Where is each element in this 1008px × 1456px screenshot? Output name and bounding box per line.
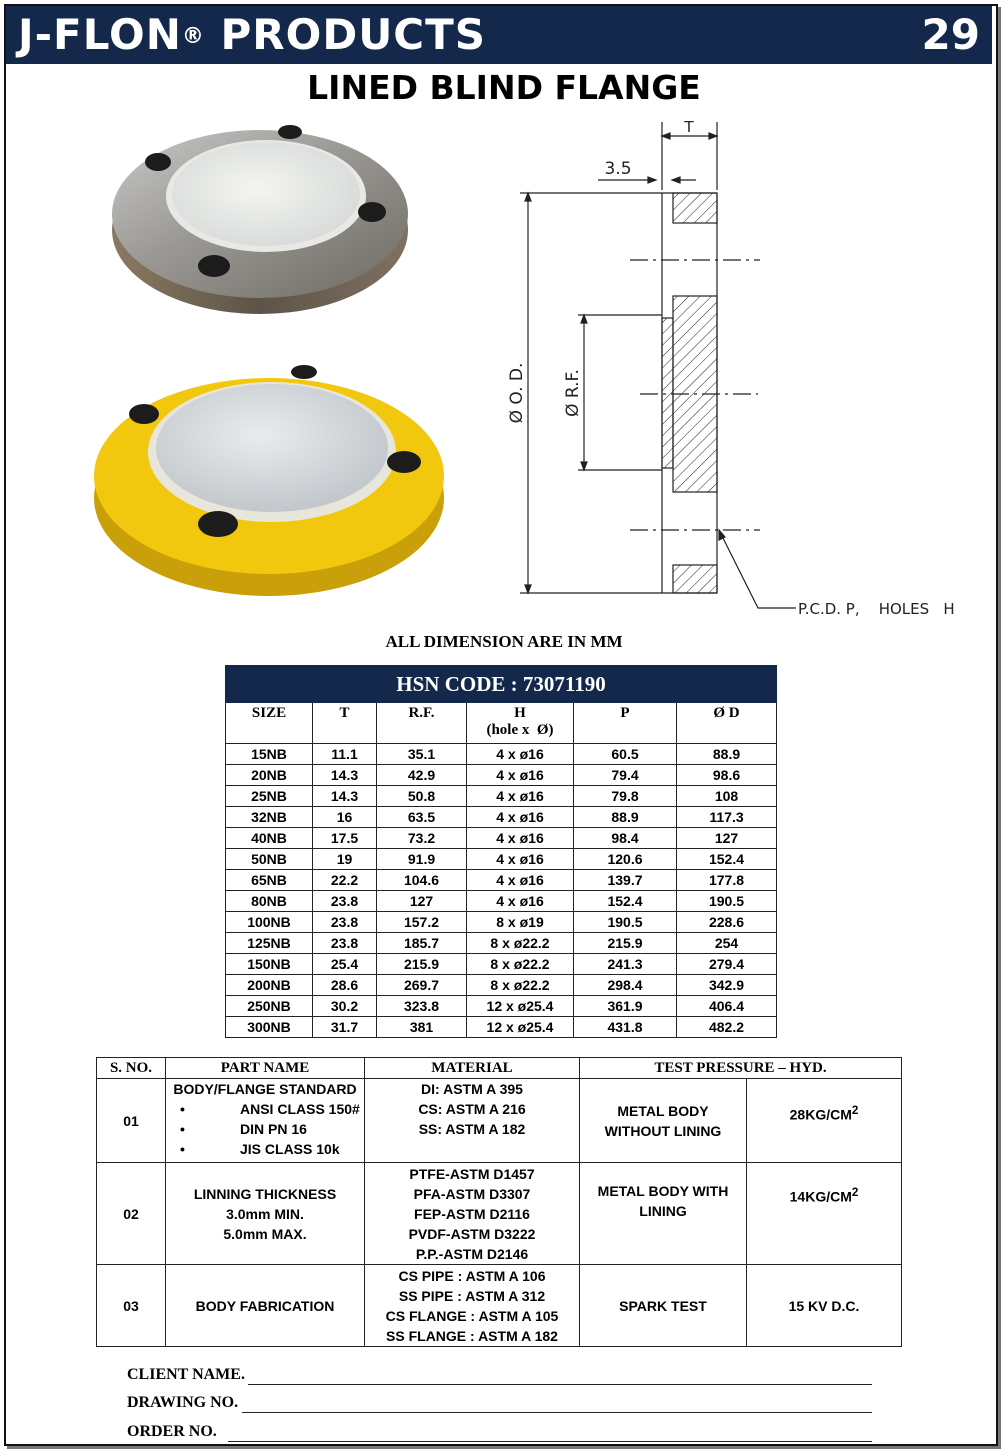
cell-od: 117.3 xyxy=(677,807,777,828)
page-number: 29 xyxy=(921,10,980,59)
col-material-header: MATERIAL xyxy=(365,1058,580,1079)
cell-rf: 73.2 xyxy=(377,828,467,849)
cell-od: 279.4 xyxy=(677,954,777,975)
drawing-rf-label: Ø R.F. xyxy=(563,369,583,417)
cell-size: 65NB xyxy=(226,870,313,891)
cell-rf: 104.6 xyxy=(377,870,467,891)
cell-p: 431.8 xyxy=(574,1017,677,1038)
cell-rf: 91.9 xyxy=(377,849,467,870)
cell-size: 20NB xyxy=(226,765,313,786)
test-value-sup: 2 xyxy=(851,1186,859,1199)
cell-h: 12 x ø25.4 xyxy=(467,996,574,1017)
cell-size: 50NB xyxy=(226,849,313,870)
cell-od: 127 xyxy=(677,828,777,849)
cell-t: 28.6 xyxy=(313,975,377,996)
brand-suffix: PRODUCTS xyxy=(220,10,487,59)
table-row xyxy=(226,975,777,996)
client-name-field[interactable] xyxy=(248,1384,872,1385)
row3-part: BODY FABRICATION xyxy=(166,1265,365,1347)
col-part-header: PART NAME xyxy=(166,1058,365,1079)
cell-h: 8 x ø22.2 xyxy=(467,933,574,954)
cell-t: 23.8 xyxy=(313,891,377,912)
material-item: PVDF-ASTM D3222 xyxy=(408,1225,536,1242)
cell-size: 40NB xyxy=(226,828,313,849)
cell-rf: 215.9 xyxy=(377,954,467,975)
cell-h: 4 x ø16 xyxy=(467,891,574,912)
col-size-header: SIZE xyxy=(226,703,313,744)
cell-od: 88.9 xyxy=(677,744,777,765)
page-header xyxy=(6,6,992,64)
brand-name: J-FLON xyxy=(18,10,182,59)
material-item: SS: ASTM A 182 xyxy=(418,1121,526,1137)
cell-p: 215.9 xyxy=(574,933,677,954)
cell-p: 79.8 xyxy=(574,786,677,807)
cell-rf: 35.1 xyxy=(377,744,467,765)
row3-material xyxy=(365,1265,580,1347)
cell-h: 4 x ø16 xyxy=(467,765,574,786)
cell-size: 15NB xyxy=(226,744,313,765)
table-row xyxy=(226,912,777,933)
table-row xyxy=(226,849,777,870)
standard-item: • DIN PN 16 xyxy=(180,1119,364,1139)
cell-rf: 185.7 xyxy=(377,933,467,954)
cell-t: 14.3 xyxy=(313,765,377,786)
test-name-line: LINING xyxy=(639,1203,687,1219)
table-row xyxy=(226,933,777,954)
section-drawing xyxy=(490,110,1000,620)
cell-h: 8 x ø19 xyxy=(467,912,574,933)
cell-rf: 50.8 xyxy=(377,786,467,807)
part-line: 5.0mm MAX. xyxy=(223,1225,307,1242)
test-value: 28KG/CM xyxy=(789,1106,852,1123)
table-row xyxy=(226,996,777,1017)
cell-od: 228.6 xyxy=(677,912,777,933)
material-item: CS: ASTM A 216 xyxy=(418,1101,526,1117)
cell-h: 4 x ø16 xyxy=(467,744,574,765)
col-h-header xyxy=(467,703,574,744)
cell-p: 152.4 xyxy=(574,891,677,912)
cell-p: 88.9 xyxy=(574,807,677,828)
cell-h: 4 x ø16 xyxy=(467,849,574,870)
table-row xyxy=(226,1017,777,1038)
parts-header-row xyxy=(97,1058,902,1079)
parts-row-02 xyxy=(97,1163,902,1265)
cell-od: 98.6 xyxy=(677,765,777,786)
table-row xyxy=(226,807,777,828)
material-item: P.P.-ASTM D2146 xyxy=(415,1245,529,1262)
col-p-header: P xyxy=(574,703,677,744)
dimension-table xyxy=(225,665,777,1038)
col-rf-header: R.F. xyxy=(377,703,467,744)
cell-p: 60.5 xyxy=(574,744,677,765)
col-sno-header: S. NO. xyxy=(97,1058,166,1079)
table-row xyxy=(226,786,777,807)
order-no-label: ORDER NO. xyxy=(127,1423,217,1440)
cell-t: 31.7 xyxy=(313,1017,377,1038)
cell-size: 32NB xyxy=(226,807,313,828)
hsn-code: HSN CODE : 73071190 xyxy=(226,666,777,703)
standard-item: • ANSI CLASS 150# xyxy=(180,1099,364,1119)
cell-t: 30.2 xyxy=(313,996,377,1017)
row2-part xyxy=(166,1163,365,1265)
client-name-label: CLIENT NAME. xyxy=(127,1366,245,1383)
parts-table xyxy=(96,1057,902,1347)
cell-rf: 63.5 xyxy=(377,807,467,828)
material-item: SS FLANGE : ASTM A 182 xyxy=(386,1327,558,1344)
row2-test-name xyxy=(580,1163,747,1265)
table-row xyxy=(226,765,777,786)
cell-od: 406.4 xyxy=(677,996,777,1017)
row1-standards-list xyxy=(166,1099,364,1159)
order-no-field[interactable] xyxy=(228,1441,872,1442)
cell-rf: 323.8 xyxy=(377,996,467,1017)
col-h-subtitle: (hole x Ø) xyxy=(486,722,554,738)
row3-test-value: 15 KV D.C. xyxy=(747,1265,902,1347)
cell-p: 298.4 xyxy=(574,975,677,996)
cell-od: 190.5 xyxy=(677,891,777,912)
part-line: 3.0mm MIN. xyxy=(226,1205,304,1222)
row2-test-value xyxy=(747,1163,902,1265)
table-row xyxy=(226,954,777,975)
cell-t: 22.2 xyxy=(313,870,377,891)
dimension-table-body xyxy=(226,744,777,1038)
col-h-title: H xyxy=(514,705,526,721)
row1-sno: 01 xyxy=(97,1079,166,1163)
hsn-row xyxy=(226,666,777,703)
material-item: CS PIPE : ASTM A 106 xyxy=(398,1267,546,1284)
cell-size: 250NB xyxy=(226,996,313,1017)
cell-p: 361.9 xyxy=(574,996,677,1017)
row1-material xyxy=(365,1079,580,1163)
parts-row-01 xyxy=(97,1079,902,1163)
cell-p: 190.5 xyxy=(574,912,677,933)
row1-test-name xyxy=(580,1079,747,1163)
row2-sno: 02 xyxy=(97,1163,166,1265)
test-name-line: METAL BODY WITH xyxy=(597,1183,729,1199)
table-row xyxy=(226,891,777,912)
cell-t: 23.8 xyxy=(313,912,377,933)
dimension-note: ALL DIMENSION ARE IN MM xyxy=(385,632,623,651)
cell-t: 17.5 xyxy=(313,828,377,849)
cell-p: 139.7 xyxy=(574,870,677,891)
brand-title xyxy=(18,10,486,60)
drawing-gap-label: 3.5 xyxy=(604,159,632,179)
cell-t: 25.4 xyxy=(313,954,377,975)
material-item: FEP-ASTM D2116 xyxy=(414,1205,530,1222)
material-item: DI: ASTM A 395 xyxy=(421,1081,523,1097)
table-row xyxy=(226,828,777,849)
cell-size: 300NB xyxy=(226,1017,313,1038)
cell-p: 120.6 xyxy=(574,849,677,870)
table-row xyxy=(226,744,777,765)
col-od-header: Ø D xyxy=(677,703,777,744)
row2-material xyxy=(365,1163,580,1265)
cell-size: 25NB xyxy=(226,786,313,807)
cell-od: 482.2 xyxy=(677,1017,777,1038)
cell-rf: 157.2 xyxy=(377,912,467,933)
steel-flange-photo xyxy=(108,118,412,322)
cell-h: 4 x ø16 xyxy=(467,870,574,891)
cell-size: 150NB xyxy=(226,954,313,975)
test-value-sup: 2 xyxy=(851,1104,859,1117)
cell-t: 19 xyxy=(313,849,377,870)
cell-rf: 127 xyxy=(377,891,467,912)
drawing-t-label: T xyxy=(684,118,694,136)
page-title: LINED BLIND FLANGE xyxy=(307,68,701,107)
cell-t: 23.8 xyxy=(313,933,377,954)
row1-part xyxy=(166,1079,365,1163)
cell-od: 254 xyxy=(677,933,777,954)
test-value: 14KG/CM xyxy=(789,1188,852,1205)
cell-od: 152.4 xyxy=(677,849,777,870)
cell-od: 108 xyxy=(677,786,777,807)
cell-rf: 381 xyxy=(377,1017,467,1038)
drawing-pcd-label: P.C.D. P, HOLES H xyxy=(798,600,955,618)
cell-h: 4 x ø16 xyxy=(467,786,574,807)
cell-t: 16 xyxy=(313,807,377,828)
cell-h: 4 x ø16 xyxy=(467,828,574,849)
cell-t: 11.1 xyxy=(313,744,377,765)
cell-h: 8 x ø22.2 xyxy=(467,975,574,996)
col-t-header: T xyxy=(313,703,377,744)
row3-sno: 03 xyxy=(97,1265,166,1347)
dimension-header-row xyxy=(226,703,777,744)
drawing-od-label: Ø O. D. xyxy=(507,362,527,424)
row1-test-value xyxy=(747,1079,902,1163)
material-item: PTFE-ASTM D1457 xyxy=(409,1165,535,1182)
test-name-line: METAL BODY xyxy=(617,1102,709,1119)
part-line: LINNING THICKNESS xyxy=(193,1185,337,1202)
cell-rf: 269.7 xyxy=(377,975,467,996)
cell-size: 200NB xyxy=(226,975,313,996)
cell-size: 80NB xyxy=(226,891,313,912)
material-item: PFA-ASTM D3307 xyxy=(413,1185,531,1202)
drawing-no-label: DRAWING NO. xyxy=(127,1394,239,1411)
col-test-header: TEST PRESSURE – HYD. xyxy=(580,1058,902,1079)
cell-size: 125NB xyxy=(226,933,313,954)
parts-row-03 xyxy=(97,1265,902,1347)
row3-test-name: SPARK TEST xyxy=(580,1265,747,1347)
standard-item: • JIS CLASS 10k xyxy=(180,1139,364,1159)
table-row xyxy=(226,870,777,891)
yellow-flange-photo xyxy=(92,358,446,598)
cell-p: 79.4 xyxy=(574,765,677,786)
material-item: SS PIPE : ASTM A 312 xyxy=(398,1287,546,1304)
row1-part-title: BODY/FLANGE STANDARD xyxy=(173,1081,357,1097)
registered-mark: ® xyxy=(181,24,205,49)
cell-p: 241.3 xyxy=(574,954,677,975)
cell-h: 4 x ø16 xyxy=(467,807,574,828)
cell-h: 8 x ø22.2 xyxy=(467,954,574,975)
cell-od: 177.8 xyxy=(677,870,777,891)
cell-t: 14.3 xyxy=(313,786,377,807)
cell-rf: 42.9 xyxy=(377,765,467,786)
cell-p: 98.4 xyxy=(574,828,677,849)
cell-h: 12 x ø25.4 xyxy=(467,1017,574,1038)
material-item: CS FLANGE : ASTM A 105 xyxy=(385,1307,559,1324)
drawing-no-field[interactable] xyxy=(242,1412,872,1413)
cell-od: 342.9 xyxy=(677,975,777,996)
test-name-line: WITHOUT LINING xyxy=(604,1122,722,1139)
cell-size: 100NB xyxy=(226,912,313,933)
